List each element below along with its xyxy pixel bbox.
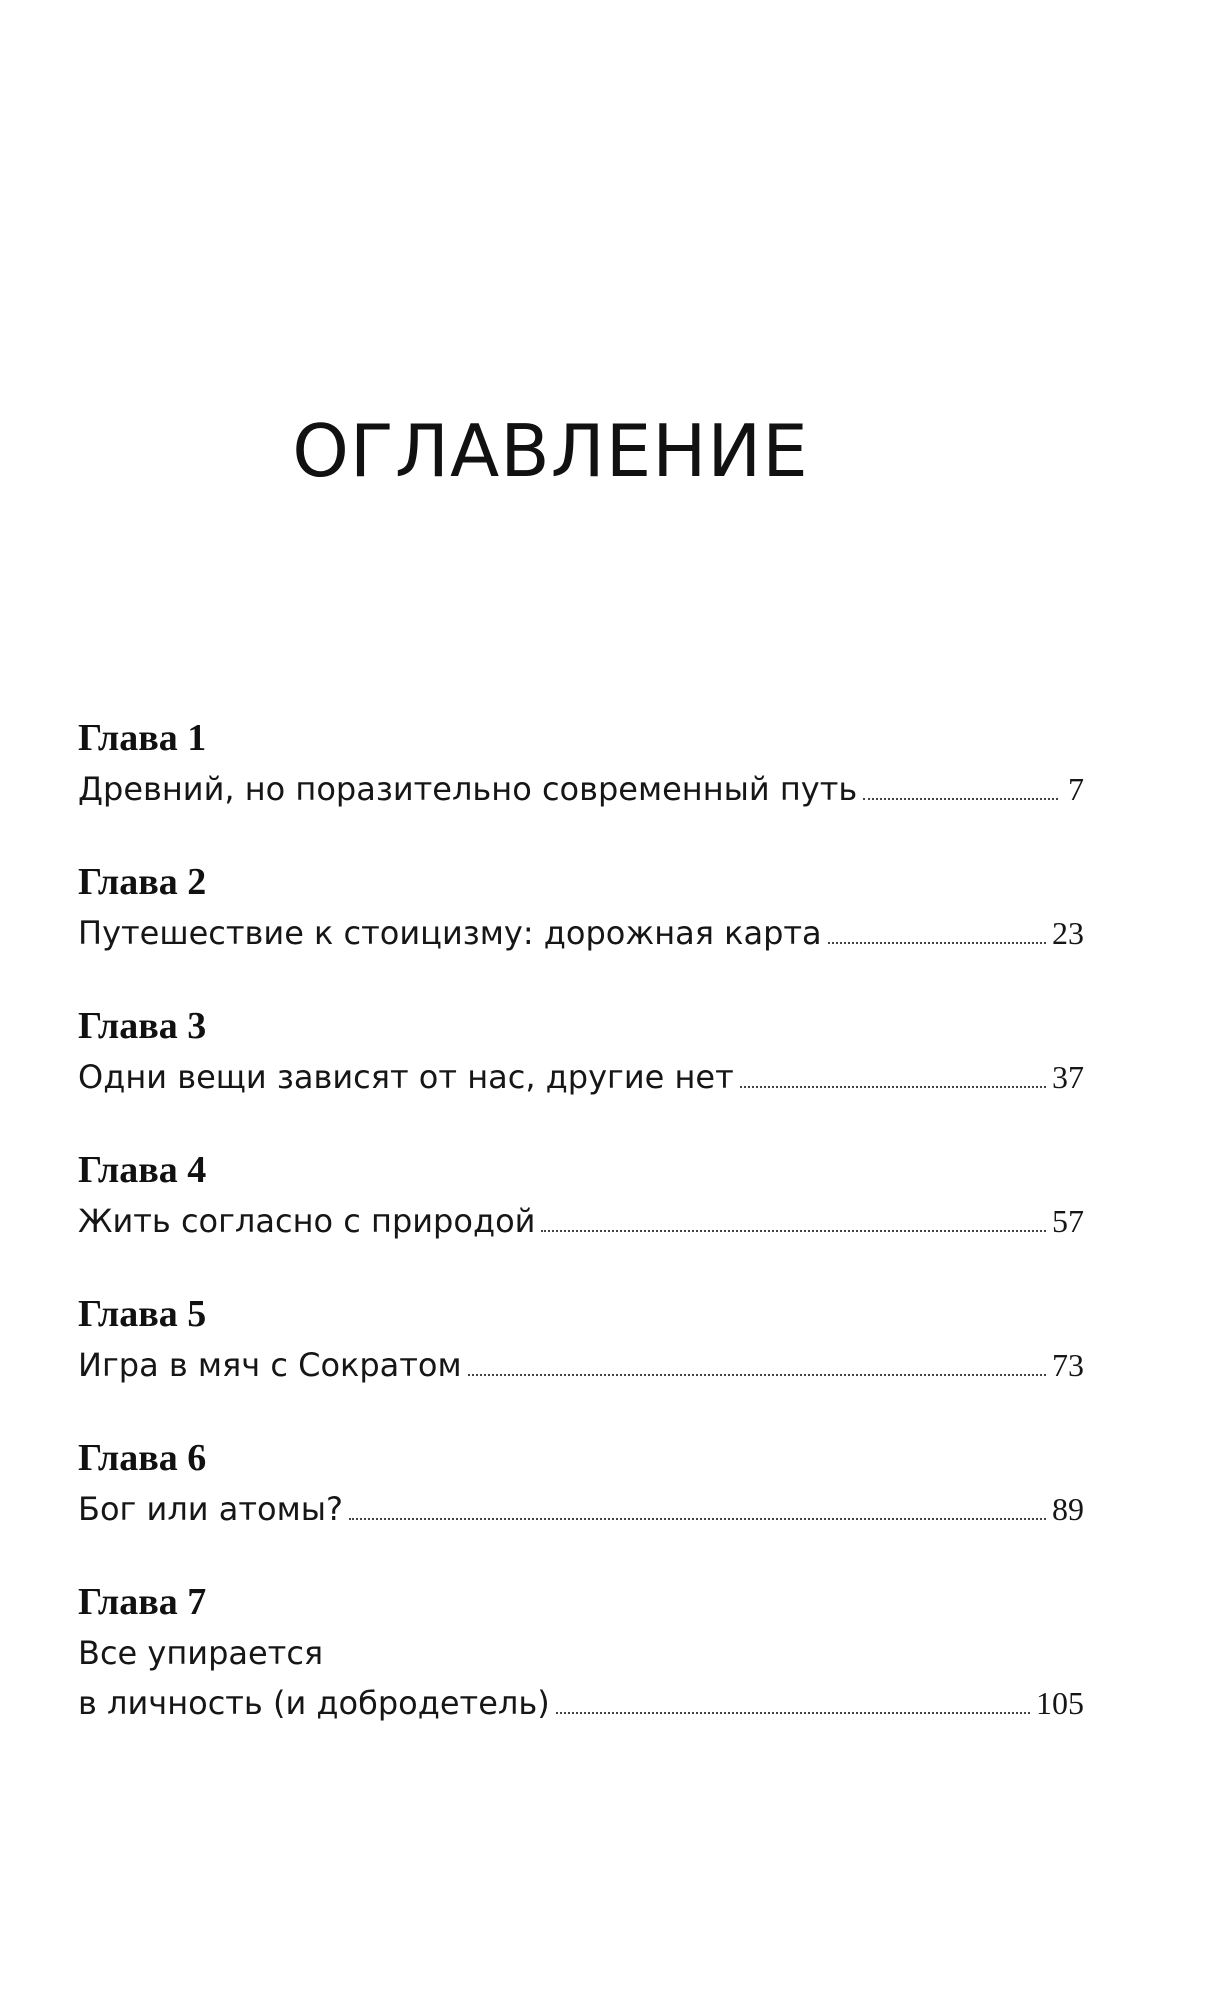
toc-entry-line (78, 1484, 1084, 1534)
dot-leader (740, 1085, 1046, 1088)
toc-entry-line (78, 1196, 1084, 1246)
chapter-title: Бог или атомы? (78, 1490, 343, 1528)
dot-leader (349, 1517, 1046, 1520)
chapter-label: Глава 1 (78, 717, 207, 759)
page-number: 7 (1068, 771, 1084, 807)
chapter-label: Глава 6 (78, 1437, 207, 1479)
page-number: 57 (1052, 1203, 1084, 1239)
toc-entry-line (78, 1052, 1084, 1102)
page-number: 73 (1052, 1347, 1084, 1383)
chapter-label: Глава 2 (78, 861, 207, 903)
toc-entry-chapter-5[interactable] (78, 1288, 1084, 1390)
dot-leader (828, 941, 1046, 944)
chapter-title: Одни вещи зависят от нас, другие нет (78, 1058, 734, 1096)
page-number: 23 (1052, 915, 1084, 951)
page-number: 105 (1036, 1685, 1084, 1721)
page-number: 89 (1052, 1491, 1084, 1527)
chapter-label: Глава 3 (78, 1005, 207, 1047)
toc-entry-chapter-2[interactable] (78, 856, 1084, 958)
chapter-label: Глава 5 (78, 1293, 207, 1335)
chapter-title: Жить согласно с природой (78, 1202, 536, 1240)
chapter-label: Глава 7 (78, 1581, 207, 1623)
toc-entry-chapter-6[interactable] (78, 1432, 1084, 1534)
dot-leader (863, 797, 1058, 800)
dot-leader (556, 1711, 1030, 1714)
chapter-title-line-1: Все упирается (78, 1634, 324, 1672)
chapter-title-line-2: в личность (и добродетель) (78, 1684, 550, 1722)
page-title: ОГЛАВЛЕНИЕ (292, 409, 809, 493)
chapter-title: Древний, но поразительно современный путь (78, 770, 858, 808)
dot-leader (468, 1373, 1046, 1376)
chapter-label: Глава 4 (78, 1149, 207, 1191)
table-of-contents (78, 712, 1084, 1770)
toc-entry-chapter-4[interactable] (78, 1144, 1084, 1246)
toc-entry-chapter-1[interactable] (78, 712, 1084, 814)
chapter-title: Игра в мяч с Сократом (78, 1346, 462, 1384)
toc-entry-line (78, 1340, 1084, 1390)
toc-entry-line (78, 1678, 1084, 1728)
toc-entry-chapter-3[interactable] (78, 1000, 1084, 1102)
toc-entry-line (78, 764, 1084, 814)
dot-leader (541, 1229, 1046, 1232)
toc-entry-line (78, 908, 1084, 958)
page-number: 37 (1052, 1059, 1084, 1095)
chapter-title: Путешествие к стоицизму: дорожная карта (78, 914, 822, 952)
toc-entry-chapter-7[interactable] (78, 1576, 1084, 1728)
